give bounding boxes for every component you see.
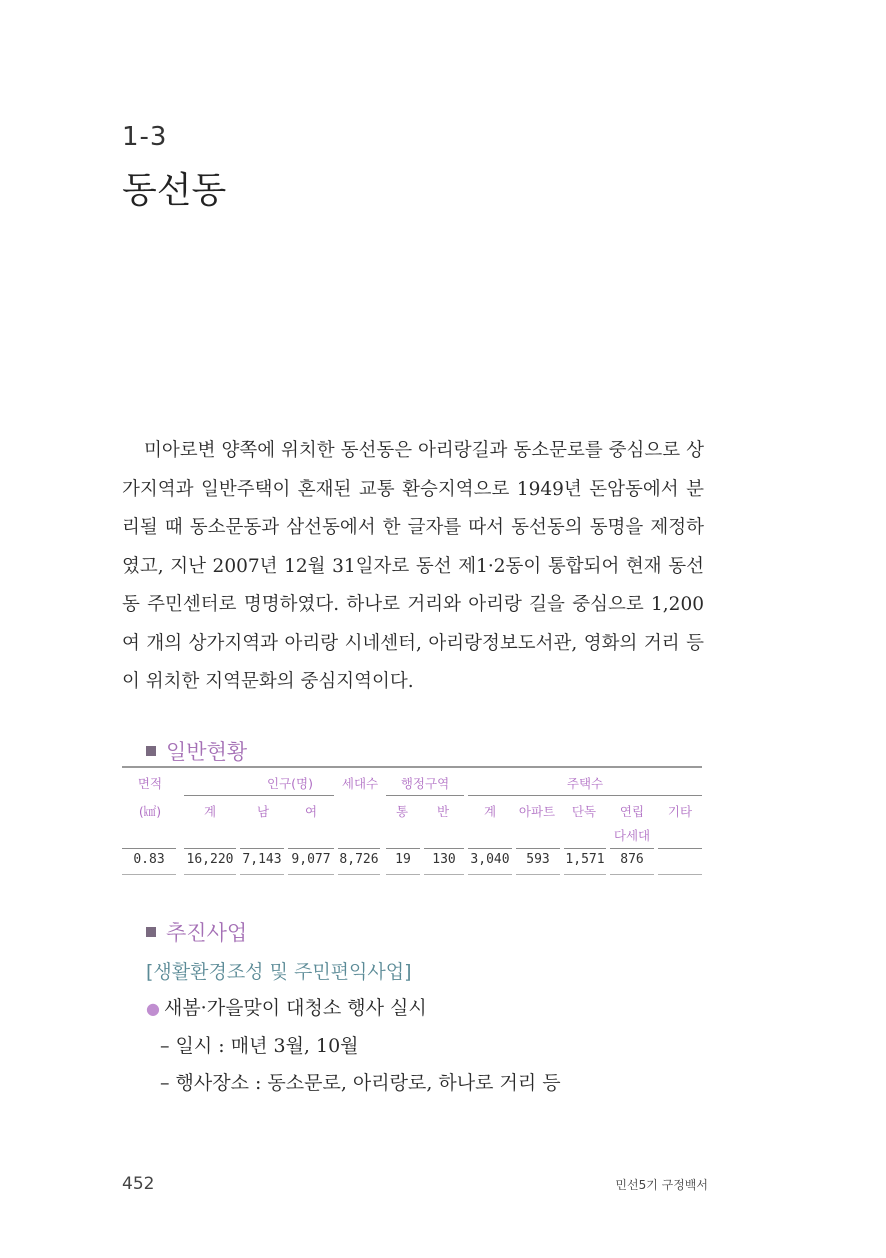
bottom-rule-house-total xyxy=(468,874,512,875)
bottom-rule-pop-male xyxy=(240,874,284,875)
general-status-heading-text: 일반현황 xyxy=(166,740,248,764)
table-top-rule xyxy=(122,766,702,768)
underline-population xyxy=(184,795,334,796)
value-households: 8,726 xyxy=(339,852,379,867)
header-pop-total: 계 xyxy=(203,804,217,819)
value-house-total: 3,040 xyxy=(470,852,510,867)
intro-paragraph: 미아로변 양쪽에 위치한 동선동은 아리랑길과 동소문로를 중심으로 상가지역과 일반주택이 혼재된 교통 환승지역으로 1949년 돈암동에서 분리될 때 동소문동과 삼선동에서 한 글자를 따서 동선동의 동명을 제정하였고, 지난 2007년 12월 31일자로 동선 제1·2동이 통합되어 현재 동선동 주민센터로 명명하였다. 하나로 거리와 아리랑 길을 중심으로 1,200여 개의 상가지역과 아리랑 시네센터, 아리랑정보도서관, 영화의 거리 등이 위치한 지역문화의 중심지역이다. xyxy=(122,440,704,692)
header-rule-detached xyxy=(564,848,606,849)
general-status-table xyxy=(122,766,702,878)
value-ban: 130 xyxy=(432,852,456,867)
header-multi: 다세대 xyxy=(613,828,651,843)
header-rowhouse: 연립 xyxy=(619,804,645,819)
square-bullet-icon xyxy=(146,746,156,756)
header-etc: 기타 xyxy=(667,804,693,819)
bottom-rule-apt xyxy=(516,874,560,875)
value-area: 0.83 xyxy=(133,852,165,867)
underline-housing xyxy=(468,795,702,796)
header-rule-pop-male xyxy=(240,848,284,849)
header-rule-households xyxy=(338,848,380,849)
header-pop-male: 남 xyxy=(256,804,270,819)
bottom-rule-households xyxy=(338,874,380,875)
footer-title: 민선5기 구정백서 xyxy=(615,1178,708,1192)
underline-admin xyxy=(386,795,464,796)
general-status-heading xyxy=(146,736,247,766)
section-number: 1-3 xyxy=(122,122,168,152)
bottom-rule-ban xyxy=(424,874,464,875)
value-pop-female: 9,077 xyxy=(291,852,331,867)
bottom-rule-pop-female xyxy=(288,874,334,875)
bottom-rule-etc xyxy=(658,874,702,875)
value-detached: 1,571 xyxy=(565,852,605,867)
projects-heading-text: 추진사업 xyxy=(166,921,248,945)
project-item xyxy=(146,993,427,1020)
header-rule-rowhouse xyxy=(610,848,654,849)
header-house-total: 계 xyxy=(483,804,497,819)
bottom-rule-pop-total xyxy=(184,874,236,875)
header-rule-etc xyxy=(658,848,702,849)
project-item-text: 새봄·가을맞이 대청소 행사 실시 xyxy=(163,997,427,1019)
value-pop-male: 7,143 xyxy=(242,852,282,867)
header-area-unit: (㎢) xyxy=(138,804,162,819)
value-pop-total: 16,220 xyxy=(186,852,234,867)
header-rule-apt xyxy=(516,848,560,849)
projects-heading xyxy=(146,917,247,947)
header-admin: 행정구역 xyxy=(400,776,450,791)
header-pop-female: 여 xyxy=(304,804,318,819)
header-households: 세대수 xyxy=(341,776,379,791)
projects-category: [생활환경조성 및 주민편익사업] xyxy=(146,961,412,983)
project-place-line: – 행사장소 : 동소문로, 아리랑로, 하나로 거리 등 xyxy=(160,1072,561,1094)
bottom-rule-tong xyxy=(386,874,420,875)
value-rowhouse: 876 xyxy=(620,852,644,867)
header-rule-area xyxy=(122,848,176,849)
value-tong: 19 xyxy=(395,852,411,867)
header-rule-pop-female xyxy=(288,848,334,849)
page-number: 452 xyxy=(122,1174,155,1194)
header-ban: 반 xyxy=(436,804,450,819)
header-rule-pop-total xyxy=(184,848,236,849)
header-housing: 주택수 xyxy=(566,776,604,791)
header-rule-tong xyxy=(386,848,420,849)
header-detached: 단독 xyxy=(571,804,597,819)
bottom-rule-rowhouse xyxy=(610,874,654,875)
section-title: 동선동 xyxy=(122,170,227,211)
project-date-line: – 일시 : 매년 3월, 10월 xyxy=(160,1035,359,1057)
round-bullet-icon: ● xyxy=(146,999,160,1018)
header-rule-house-total xyxy=(468,848,512,849)
header-apt: 아파트 xyxy=(518,804,556,819)
header-area: 면적 xyxy=(137,776,163,791)
header-tong: 통 xyxy=(395,804,409,819)
value-apt: 593 xyxy=(526,852,550,867)
bottom-rule-area xyxy=(122,874,176,875)
square-bullet-icon xyxy=(146,927,156,937)
bottom-rule-detached xyxy=(564,874,606,875)
header-rule-ban xyxy=(424,848,464,849)
header-population: 인구(명) xyxy=(267,776,313,791)
